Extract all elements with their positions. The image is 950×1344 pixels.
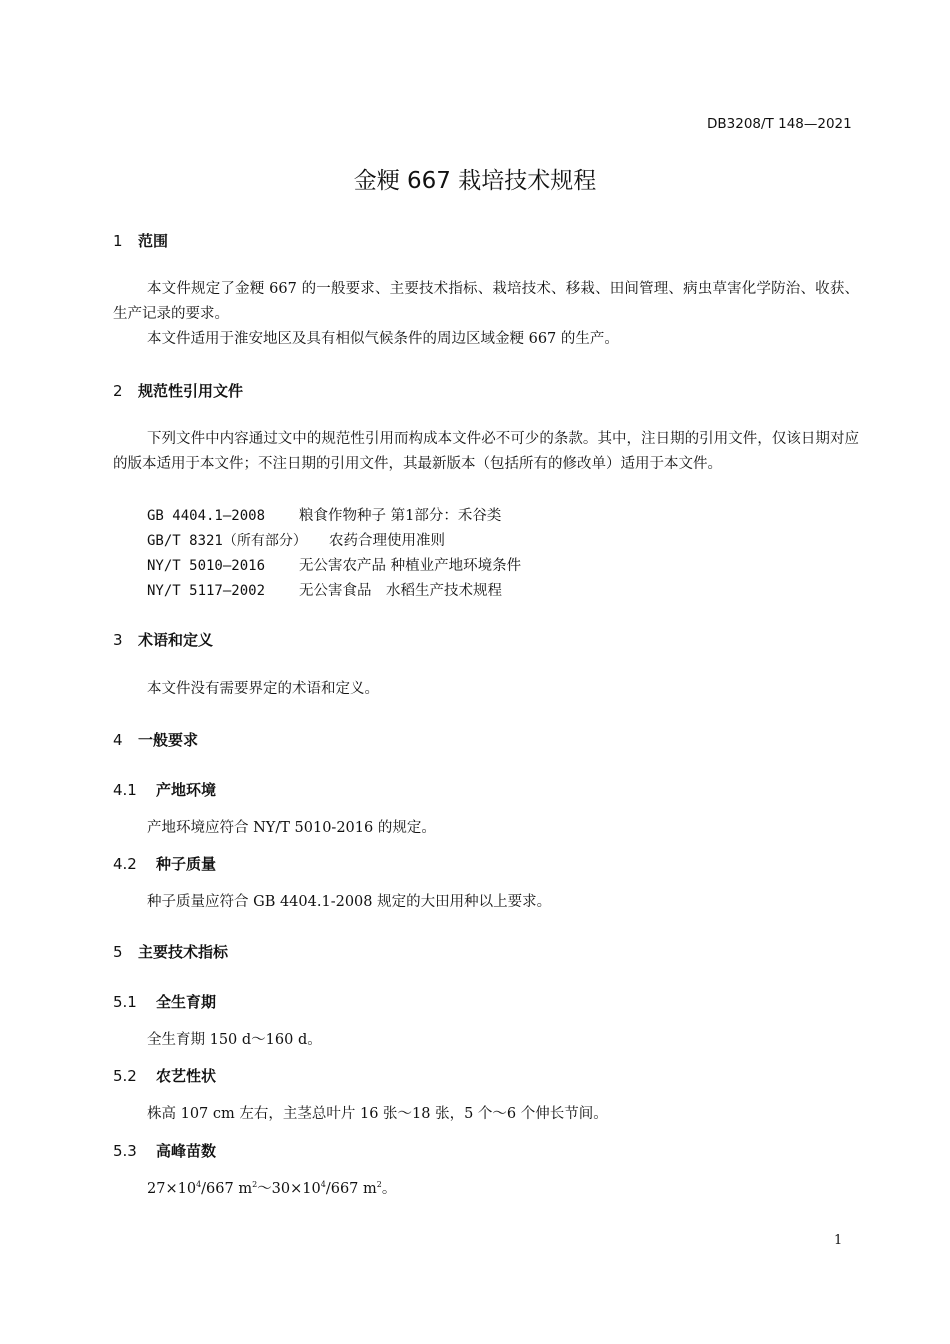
reference-item: GB 4404.1—2008 粮食作物种子 第1部分：禾谷类 [147, 508, 502, 524]
section-heading-5: 5 主要技术指标 [113, 943, 229, 961]
subsection-5-3-text: $27\times 10^4/667$ $m^2\sim 30\times 10^4/667$ $m^2$。 [147, 1180, 397, 1197]
subsection-heading-4-1: 4.1 产地环境 [113, 781, 217, 799]
subsection-heading-5-3: 5.3 高峰苗数 [113, 1142, 217, 1160]
subsection-4-1-text: 产地环境应符合 NY/T 5010-2016 的规定。 [147, 820, 436, 836]
section-heading-3: 3 术语和定义 [113, 631, 214, 649]
page-number: 1 [834, 1233, 843, 1248]
section-1-paragraph-2: 本文件适用于淮安地区及具有相似气候条件的周边区域金粳 667 的生产。 [147, 331, 619, 347]
section-heading-2: 2 规范性引用文件 [113, 382, 244, 400]
reference-item: NY/T 5117—2002 无公害食品 水稻生产技术规程 [147, 583, 502, 599]
section-2-paragraph-1: 下列文件中内容通过文中的规范性引用而构成本文件必不可少的条款。其中，注日期的引用文件，仅该日期对应的版本适用于本文件；不注日期的引用文件，其最新版本（包括所有的修改单）适用于本文件。 [113, 431, 859, 472]
section-3-paragraph-1: 本文件没有需要界定的术语和定义。 [147, 681, 379, 697]
section-heading-4: 4 一般要求 [113, 731, 199, 749]
reference-item: NY/T 5010—2016 无公害农产品 种植业产地环境条件 [147, 558, 522, 574]
subsection-5-1-text: 全生育期 150 d～160 d。 [147, 1032, 322, 1048]
subsection-5-2-text: 株高 107 cm 左右，主茎总叶片 16 张～18 张，5 个～6 个伸长节间。 [147, 1106, 608, 1122]
subsection-4-2-text: 种子质量应符合 GB 4404.1-2008 规定的大田用种以上要求。 [147, 894, 552, 910]
subsection-heading-5-2: 5.2 农艺性状 [113, 1067, 217, 1085]
reference-item: GB/T 8321（所有部分） 农药合理使用准则 [147, 533, 445, 549]
doc-number: DB3208/T 148—2021 [707, 116, 852, 132]
section-1-paragraph-1: 本文件规定了金粳 667 的一般要求、主要技术指标、栽培技术、移栽、田间管理、病虫草害化学防治、收获、生产记录的要求。 [113, 281, 859, 322]
document-title: 金粳 667 栽培技术规程 [353, 168, 597, 194]
subsection-heading-4-2: 4.2 种子质量 [113, 855, 217, 873]
section-heading-1: 1 范围 [113, 232, 169, 250]
subsection-heading-5-1: 5.1 全生育期 [113, 993, 217, 1011]
